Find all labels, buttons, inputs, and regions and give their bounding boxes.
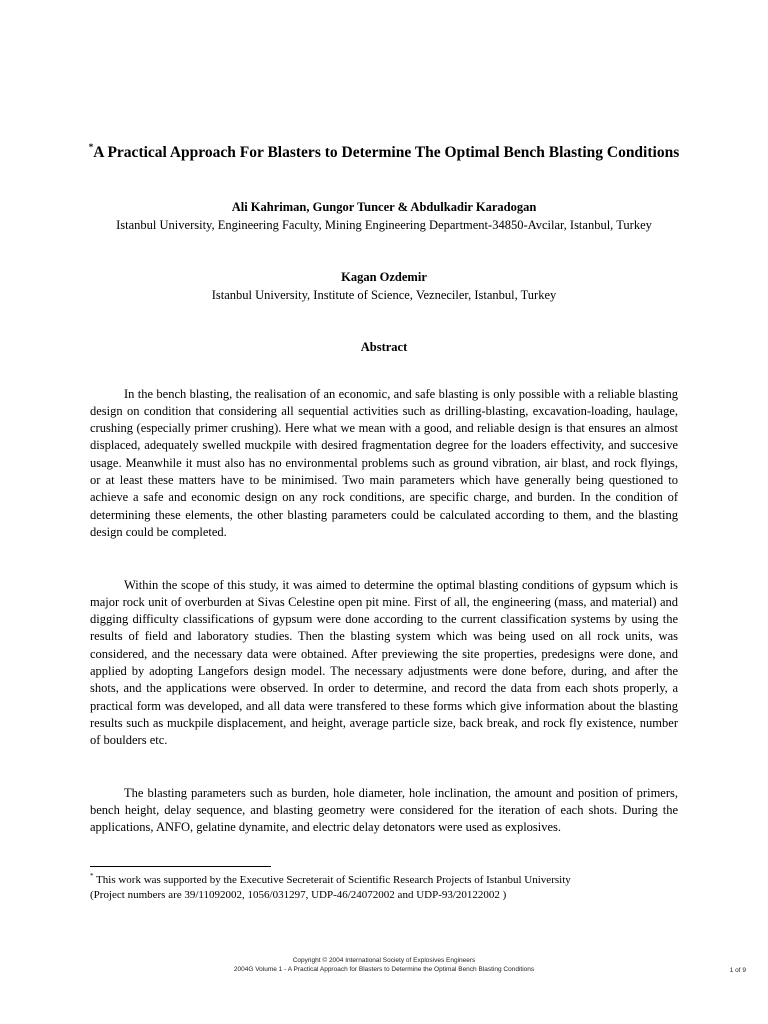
author-block-1: [80, 199, 688, 234]
author-block-2: [80, 269, 688, 304]
paper-title-text: A Practical Approach For Blasters to Determine The Optimal Bench Blasting Conditions: [93, 144, 680, 161]
footnote-line-2: (Project numbers are 39/11092002, 1056/031297, UDP-46/24072002 and UDP-93/20122002 ): [90, 888, 507, 901]
footnote-text-1: This work was supported by the Executive Secreterait of Scientific Research Projects of Istanbul University: [93, 874, 571, 886]
footnote-marker: *: [90, 872, 94, 880]
page-footer: [120, 956, 648, 974]
footnote: [90, 873, 678, 902]
abstract-paragraph-2: Within the scope of this study, it was aimed to determine the optimal blasting conditions of gypsum which is major rock unit of overburden at Sivas Celestine open pit mine. First of all, the engineering (mass, and material) and digging difficulty classifications of gypsum were done according to the current classification systems by using the results of field and laboratory studies. Then the blasting system which was being used on all rock units, was considered, and the necessary data were obtained. After previewing the site properties, predesigns were done, and applied by adopting Langefors design model. The necessary adjustments were done before, during, and after the shots, and the applications were observed. In order to determine, and record the data from each shots properly, a practical form was developed, and all data were transfered to these forms which give information about the blasting results such as muckpile displacement, and height, average particle size, back break, and rock fly existence, number of boulders etc.: [90, 577, 678, 748]
footnote-separator: [90, 866, 271, 867]
author-affiliation-1: Istanbul University, Engineering Faculty, Mining Engineering Department-34850-Avcilar, Istanbul, Turkey: [116, 217, 652, 232]
title-footnote-marker: *: [88, 142, 94, 152]
abstract-paragraph-3: The blasting parameters such as burden, hole diameter, hole inclination, the amount and position of primers, bench height, delay sequence, and blasting geometry were considered for the iteration of each shots. During the applications, ANFO, gelatine dynamite, and electric delay detonators were used as explosives.: [90, 785, 678, 835]
journal-line: 2004G Volume 1 - A Practical Approach for Blasters to Determine the Optimal Bench Blasting Conditions: [233, 966, 535, 973]
author-names-2: Kagan Ozdemir: [341, 270, 427, 284]
author-affiliation-2: Istanbul University, Institute of Science, Vezneciler, Istanbul, Turkey: [211, 287, 557, 302]
footnote-line-1: [90, 873, 678, 888]
paper-title: [80, 142, 688, 163]
author-names-1: Ali Kahriman, Gungor Tuncer & Abdulkadir Karadogan: [231, 200, 537, 214]
abstract-heading: Abstract: [360, 340, 408, 354]
abstract-paragraph-1: In the bench blasting, the realisation of an economic, and safe blasting is only possible with a reliable blasting design on condition that considering all sequential activities such as drilling-blasting, excavation-loading, haulage, crushing (especially primer crushing). Here what we mean with a good, and reliable design is that ensures an almost displaced, adequately swelled muckpile with desired fragmentation degree for the loaders effectivity, and succesive usage. Meanwhile it must also has no environmental problems such as ground vibration, air blast, and rock flyings, or at least these matters have to be minimised. Two main parameters which have generally being questioned to achieve a safe and economic design on any rock conditions, are specific charge, and burden. In the condition of determining these elements, the other blasting parameters could be calculated according to them, and the blasting design could be completed.: [90, 386, 678, 539]
page-number: 1 of 9: [729, 967, 746, 974]
copyright-notice: Copyright © 2004 International Society of Explosives Engineers: [292, 957, 476, 964]
